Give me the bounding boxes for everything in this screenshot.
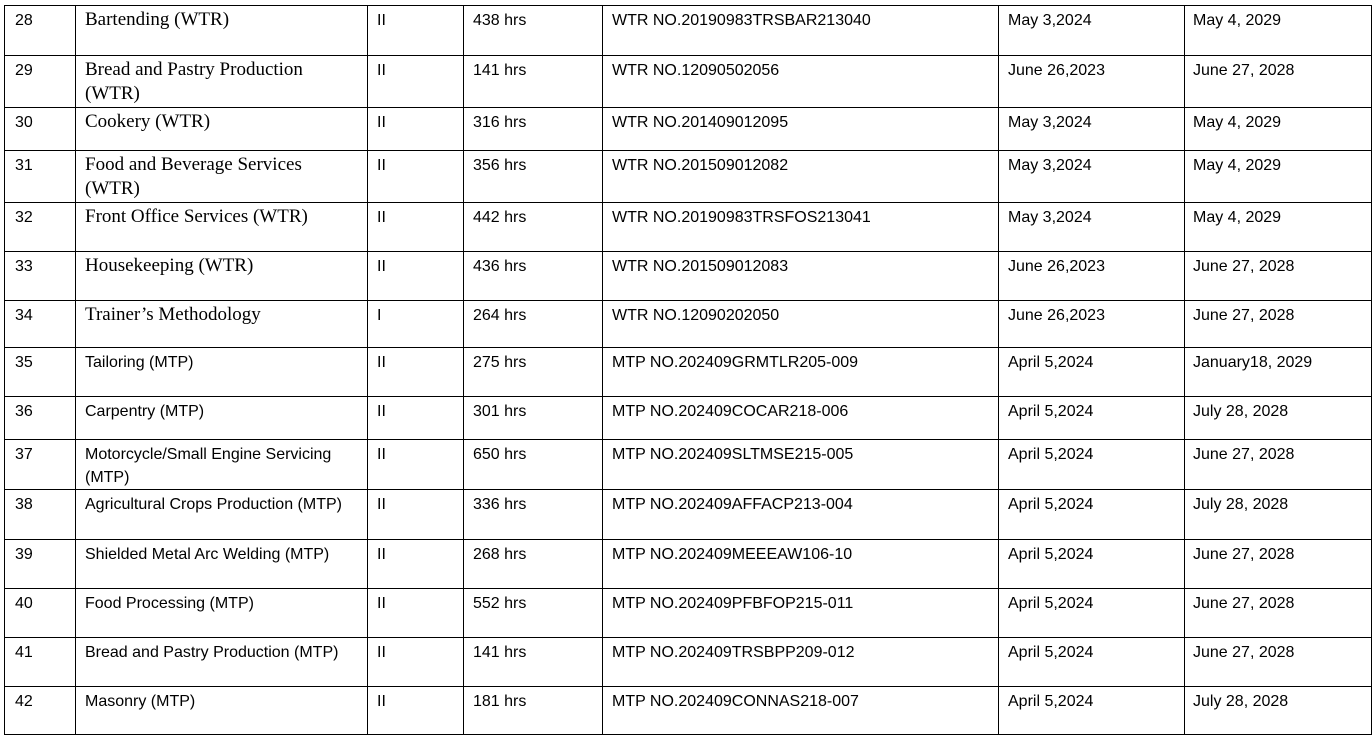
qualification-title: Cookery (WTR) xyxy=(76,108,368,151)
nominal-hours: 181 hrs xyxy=(464,687,603,735)
qualification-title: Food and Beverage Services (WTR) xyxy=(76,151,368,203)
table-row xyxy=(5,6,1372,56)
nominal-hours: 268 hrs xyxy=(464,540,603,589)
valid-until: June 27, 2028 xyxy=(1185,638,1372,687)
nc-level: II xyxy=(368,348,464,397)
table-row xyxy=(5,540,1372,589)
table-row xyxy=(5,638,1372,687)
row-number: 35 xyxy=(5,348,76,397)
qualification-title: Bread and Pastry Production (WTR) xyxy=(76,56,368,108)
registration-number: MTP NO.202409MEEEAW106-10 xyxy=(603,540,999,589)
registration-number: WTR NO.20190983TRSBAR213040 xyxy=(603,6,999,56)
registration-number: MTP NO.202409COCAR218-006 xyxy=(603,397,999,440)
date-issued: April 5,2024 xyxy=(999,397,1185,440)
date-issued: June 26,2023 xyxy=(999,301,1185,348)
registration-number: WTR NO.201509012082 xyxy=(603,151,999,203)
table-row xyxy=(5,687,1372,735)
nominal-hours: 442 hrs xyxy=(464,203,603,252)
registration-number: MTP NO.202409AFFACP213-004 xyxy=(603,490,999,540)
nominal-hours: 438 hrs xyxy=(464,6,603,56)
program-registration-table xyxy=(4,5,1372,735)
date-issued: April 5,2024 xyxy=(999,589,1185,638)
valid-until: May 4, 2029 xyxy=(1185,108,1372,151)
qualification-title: Motorcycle/Small Engine Servicing (MTP) xyxy=(76,440,368,490)
qualification-title: Bartending (WTR) xyxy=(76,6,368,56)
nc-level: II xyxy=(368,108,464,151)
date-issued: May 3,2024 xyxy=(999,203,1185,252)
nc-level: II xyxy=(368,203,464,252)
table-row xyxy=(5,252,1372,301)
row-number: 38 xyxy=(5,490,76,540)
valid-until: May 4, 2029 xyxy=(1185,151,1372,203)
nc-level: II xyxy=(368,397,464,440)
row-number: 29 xyxy=(5,56,76,108)
registration-number: WTR NO.12090502056 xyxy=(603,56,999,108)
qualification-title: Shielded Metal Arc Welding (MTP) xyxy=(76,540,368,589)
row-number: 30 xyxy=(5,108,76,151)
nominal-hours: 316 hrs xyxy=(464,108,603,151)
nominal-hours: 336 hrs xyxy=(464,490,603,540)
nc-level: II xyxy=(368,490,464,540)
nc-level: II xyxy=(368,540,464,589)
row-number: 33 xyxy=(5,252,76,301)
valid-until: June 27, 2028 xyxy=(1185,540,1372,589)
nominal-hours: 436 hrs xyxy=(464,252,603,301)
qualification-title: Trainer’s Methodology xyxy=(76,301,368,348)
qualification-title: Carpentry (MTP) xyxy=(76,397,368,440)
nominal-hours: 264 hrs xyxy=(464,301,603,348)
nc-level: II xyxy=(368,638,464,687)
table-row xyxy=(5,151,1372,203)
qualification-title: Agricultural Crops Production (MTP) xyxy=(76,490,368,540)
date-issued: April 5,2024 xyxy=(999,490,1185,540)
registration-number: WTR NO.201509012083 xyxy=(603,252,999,301)
date-issued: April 5,2024 xyxy=(999,687,1185,735)
nominal-hours: 301 hrs xyxy=(464,397,603,440)
qualification-title: Food Processing (MTP) xyxy=(76,589,368,638)
qualification-title: Housekeeping (WTR) xyxy=(76,252,368,301)
valid-until: January18, 2029 xyxy=(1185,348,1372,397)
table-row xyxy=(5,440,1372,490)
date-issued: June 26,2023 xyxy=(999,252,1185,301)
table-row xyxy=(5,203,1372,252)
registration-number: MTP NO.202409GRMTLR205-009 xyxy=(603,348,999,397)
qualification-title: Front Office Services (WTR) xyxy=(76,203,368,252)
nc-level: II xyxy=(368,687,464,735)
row-number: 34 xyxy=(5,301,76,348)
row-number: 39 xyxy=(5,540,76,589)
registration-number: MTP NO.202409TRSBPP209-012 xyxy=(603,638,999,687)
valid-until: June 27, 2028 xyxy=(1185,252,1372,301)
nominal-hours: 275 hrs xyxy=(464,348,603,397)
registration-number: WTR NO.20190983TRSFOS213041 xyxy=(603,203,999,252)
row-number: 28 xyxy=(5,6,76,56)
table-row xyxy=(5,397,1372,440)
table-row xyxy=(5,301,1372,348)
nc-level: II xyxy=(368,440,464,490)
valid-until: June 27, 2028 xyxy=(1185,56,1372,108)
table-row xyxy=(5,348,1372,397)
nominal-hours: 141 hrs xyxy=(464,56,603,108)
nc-level: II xyxy=(368,6,464,56)
row-number: 42 xyxy=(5,687,76,735)
registration-number: WTR NO.12090202050 xyxy=(603,301,999,348)
registration-number: WTR NO.201409012095 xyxy=(603,108,999,151)
valid-until: July 28, 2028 xyxy=(1185,397,1372,440)
row-number: 41 xyxy=(5,638,76,687)
qualification-title: Bread and Pastry Production (MTP) xyxy=(76,638,368,687)
nominal-hours: 552 hrs xyxy=(464,589,603,638)
date-issued: April 5,2024 xyxy=(999,440,1185,490)
row-number: 31 xyxy=(5,151,76,203)
nc-level: II xyxy=(368,589,464,638)
table-row xyxy=(5,56,1372,108)
nc-level: II xyxy=(368,151,464,203)
table-row xyxy=(5,490,1372,540)
row-number: 32 xyxy=(5,203,76,252)
valid-until: June 27, 2028 xyxy=(1185,301,1372,348)
qualification-title: Tailoring (MTP) xyxy=(76,348,368,397)
nc-level: II xyxy=(368,252,464,301)
date-issued: May 3,2024 xyxy=(999,151,1185,203)
date-issued: May 3,2024 xyxy=(999,6,1185,56)
nc-level: I xyxy=(368,301,464,348)
row-number: 36 xyxy=(5,397,76,440)
valid-until: June 27, 2028 xyxy=(1185,440,1372,490)
date-issued: May 3,2024 xyxy=(999,108,1185,151)
nominal-hours: 356 hrs xyxy=(464,151,603,203)
valid-until: May 4, 2029 xyxy=(1185,203,1372,252)
valid-until: June 27, 2028 xyxy=(1185,589,1372,638)
row-number: 40 xyxy=(5,589,76,638)
table-row xyxy=(5,108,1372,151)
row-number: 37 xyxy=(5,440,76,490)
date-issued: April 5,2024 xyxy=(999,638,1185,687)
date-issued: June 26,2023 xyxy=(999,56,1185,108)
registration-number: MTP NO.202409PFBFOP215-011 xyxy=(603,589,999,638)
nominal-hours: 650 hrs xyxy=(464,440,603,490)
nc-level: II xyxy=(368,56,464,108)
nominal-hours: 141 hrs xyxy=(464,638,603,687)
qualification-title: Masonry (MTP) xyxy=(76,687,368,735)
valid-until: July 28, 2028 xyxy=(1185,490,1372,540)
valid-until: May 4, 2029 xyxy=(1185,6,1372,56)
table-body xyxy=(5,6,1372,735)
date-issued: April 5,2024 xyxy=(999,540,1185,589)
registration-number: MTP NO.202409SLTMSE215-005 xyxy=(603,440,999,490)
date-issued: April 5,2024 xyxy=(999,348,1185,397)
valid-until: July 28, 2028 xyxy=(1185,687,1372,735)
table-row xyxy=(5,589,1372,638)
registration-number: MTP NO.202409CONNAS218-007 xyxy=(603,687,999,735)
